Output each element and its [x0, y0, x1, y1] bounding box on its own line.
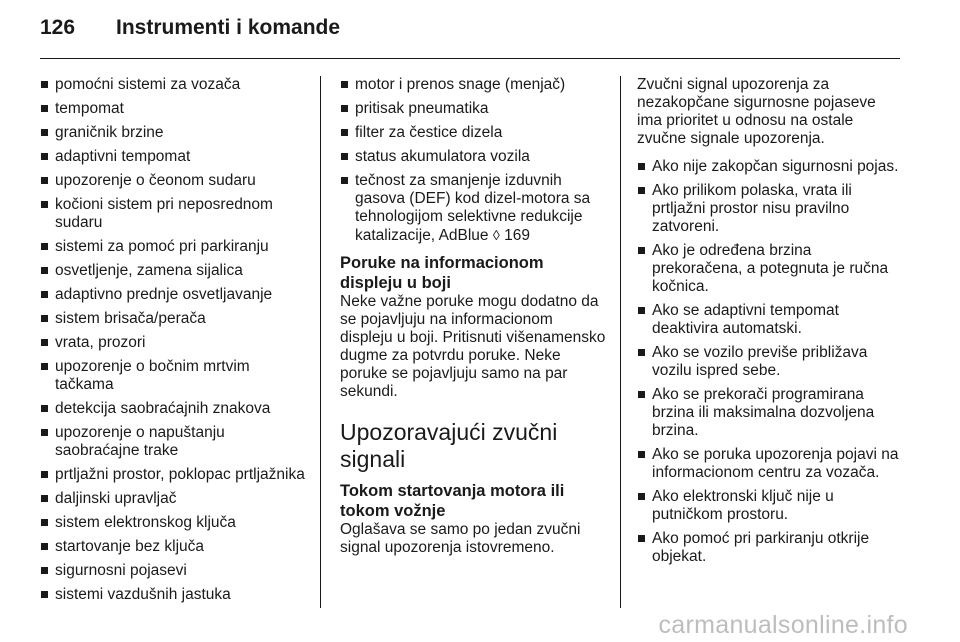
page-number: 126 — [40, 16, 76, 39]
column-3 — [637, 76, 901, 572]
list-item: motor i prenos snage (menjač) — [340, 76, 608, 94]
list-item: prtljažni prostor, poklopac prtljažnika — [40, 466, 310, 484]
header-rule — [40, 58, 900, 59]
list-item: Ako se prekorači programirana brzina ili maksimalna dozvoljena brzina. — [637, 386, 901, 440]
column-divider-2 — [620, 76, 621, 608]
section-title-signals: Upozoravajući zvučni signali — [340, 419, 558, 472]
list-item: daljinski upravljač — [40, 490, 310, 508]
list-item: sistem elektronskog ključa — [40, 514, 310, 532]
page-ref-arrow-icon: ◊ — [492, 227, 500, 243]
list-item: sistemi vazdušnih jastuka — [40, 586, 310, 604]
page-title: Instrumenti i komande — [116, 16, 341, 39]
list-item: detekcija saobraćajnih znakova — [40, 400, 310, 418]
list-item-text: tečnost za smanjenje izduvnih gasova (DEF) kod dizel-motora sa tehnologijom selektivne redukcije katalizacije, AdBlue — [355, 172, 591, 244]
list-item: tempomat — [40, 100, 310, 118]
list-item: status akumulatora vozila — [340, 148, 608, 166]
list-item: graničnik brzine — [40, 124, 310, 142]
list-item: upozorenje o bočnim mrtvim tačkama — [40, 358, 310, 394]
list-item: Ako se adaptivni tempomat deaktivira automatski. — [637, 302, 901, 338]
list-item: adaptivno prednje osvetljavanje — [40, 286, 310, 304]
list-item: sistemi za pomoć pri parkiranju — [40, 238, 310, 256]
list-item: Ako se vozilo previše približava vozilu ispred sebe. — [637, 344, 901, 380]
list-item: filter za čestice dizela — [340, 124, 608, 142]
column-2 — [340, 76, 608, 563]
column-divider-1 — [320, 76, 321, 608]
list-item-adblue — [340, 172, 608, 245]
list-item: Ako se poruka upozorenja pojavi na informacionom centru za vozača. — [637, 446, 901, 482]
watermark: carmanualsonline.info — [658, 611, 908, 639]
feature-list — [40, 76, 310, 604]
page-ref-number[interactable]: 169 — [504, 227, 530, 244]
list-item: Ako pomoć pri parkiranju otkrije objekat. — [637, 530, 901, 566]
list-item: sistem brisača/perača — [40, 310, 310, 328]
list-item: Ako prilikom polaska, vrata ili prtljažni prostor nisu pravilno zatvoreni. — [637, 182, 901, 236]
section-heading-start: Tokom startovanja motora ili tokom vožnje — [340, 482, 565, 520]
paragraph-messages: Neke važne poruke mogu dodatno da se pojavljuju na informacionom displeju u boji. Pritisnuti višenamensko dugme za potvrdu poruke. Neke poruke se pojavljuju samo na par sekundi. — [340, 293, 606, 400]
list-item: pritisak pneumatika — [340, 100, 608, 118]
list-item: upozorenje o napuštanju saobraćajne trake — [40, 424, 310, 460]
paragraph-intro: Zvučni signal upozorenja za nezakopčane sigurnosne pojaseve ima prioritet u odnosu na ostale zvučne signale upozorenja. — [637, 76, 876, 147]
feature-list — [340, 76, 608, 245]
list-item: osvetljenje, zamena sijalica — [40, 262, 310, 280]
list-item: Ako elektronski ključ nije u putničkom prostoru. — [637, 488, 901, 524]
column-1 — [40, 76, 310, 610]
warning-conditions-list — [637, 158, 901, 566]
list-item: Ako je određena brzina prekoračena, a potegnuta je ručna kočnica. — [637, 242, 901, 296]
list-item: adaptivni tempomat — [40, 148, 310, 166]
section-heading-messages: Poruke na informacionom displeju u boji — [340, 254, 544, 292]
list-item: pomoćni sistemi za vozača — [40, 76, 310, 94]
list-item: kočioni sistem pri neposrednom sudaru — [40, 196, 310, 232]
list-item: sigurnosni pojasevi — [40, 562, 310, 580]
list-item: upozorenje o čeonom sudaru — [40, 172, 310, 190]
paragraph-start: Oglašava se samo po jedan zvučni signal upozorenja istovremeno. — [340, 521, 581, 556]
list-item: vrata, prozori — [40, 334, 310, 352]
list-item: Ako nije zakopčan sigurnosni pojas. — [637, 158, 901, 176]
list-item: startovanje bez ključa — [40, 538, 310, 556]
